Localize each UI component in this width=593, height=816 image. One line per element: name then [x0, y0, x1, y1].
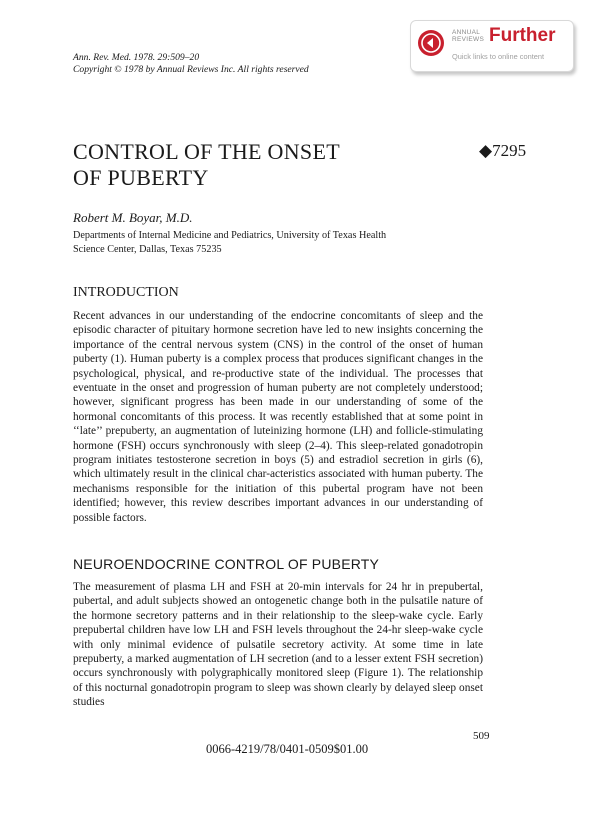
further-subtitle: Quick links to online content	[452, 52, 545, 61]
further-label: Further	[489, 25, 556, 46]
play-arrow-icon	[418, 30, 444, 56]
section-heading-introduction: INTRODUCTION	[73, 285, 179, 300]
title-line-2: OF PUBERTY	[73, 165, 209, 190]
journal-citation	[73, 52, 309, 76]
article-title	[73, 139, 340, 191]
affiliation-line-1: Departments of Internal Medicine and Pediatrics, University of Texas Health	[73, 230, 387, 241]
annual-reviews-logo	[452, 29, 484, 43]
title-line-1: CONTROL OF THE ONSET	[73, 139, 340, 164]
neuroendocrine-paragraph: The measurement of plasma LH and FSH at 20-min intervals for 24 hr in prepubertal, pubertal, and adult subjects showed an ontogenetic change both in the pulsatile nature of the hormone secretory patterns and in their relationship to the sleep-wake cycle. Early prepubertal children have low LH and FSH levels throughout the 24-hr sleep-wake cycle with only minimal evidence of pulsatile secretory activity. At some time in late prepuberty, a marked augmentation of LH secretion (and to a lesser extent FSH secretion) occurs synchronously with polygraphically monitored sleep (Figure 1). The relationship of this nocturnal gonadotropin program to sleep was shown clearly by delayed sleep onset studies	[73, 581, 483, 709]
page-number: 509	[473, 730, 490, 742]
article-code: ◆7295	[479, 141, 527, 160]
citation-line-1: Ann. Rev. Med. 1978. 29:509–20	[73, 52, 200, 63]
further-banner[interactable]	[410, 20, 574, 72]
citation-line-2: Copyright © 1978 by Annual Reviews Inc. All rights reserved	[73, 64, 309, 75]
author-affiliation	[73, 229, 386, 257]
author-name: Robert M. Boyar, M.D.	[73, 210, 193, 225]
affiliation-line-2: Science Center, Dallas, Texas 75235	[73, 244, 222, 255]
footer-code: 0066-4219/78/0401-0509$01.00	[206, 742, 369, 756]
brand-line-2: REVIEWS	[452, 36, 485, 43]
section-heading-neuroendocrine: NEUROENDOCRINE CONTROL OF PUBERTY	[73, 556, 380, 572]
introduction-paragraph: Recent advances in our understanding of the endocrine concomitants of sleep and the episodic character of pituitary hormone secretion have led to new insights concerning the importance of the central nervous system (CNS) in the control of the onset of human puberty (1). Human puberty is a complex process that produces significant changes in the psychological, physical, and re-productive state of the individual. The processes that eventuate in the onset and progression of human puberty are not completely understood; however, significant progress has been made in our understanding of some of the hormonal concomitants of this process. It was recently established that at some point in ‘‘late’’ prepuberty, an augmentation of luteinizing hormone (LH) and follicle-stimulating hormone (FSH) occurs synchronously with sleep (2–4). This sleep-related gonadotropin program initiates testosterone secretion in boys (5) and estradiol secretion in girls (6), which ultimately result in the clinical char-acteristics associated with human puberty. The mechanisms responsible for the initiation of this pubertal program have not been identified; however, this review describes important advances in our understanding of possible factors.	[73, 310, 483, 524]
brand-line-1: ANNUAL	[452, 29, 481, 36]
